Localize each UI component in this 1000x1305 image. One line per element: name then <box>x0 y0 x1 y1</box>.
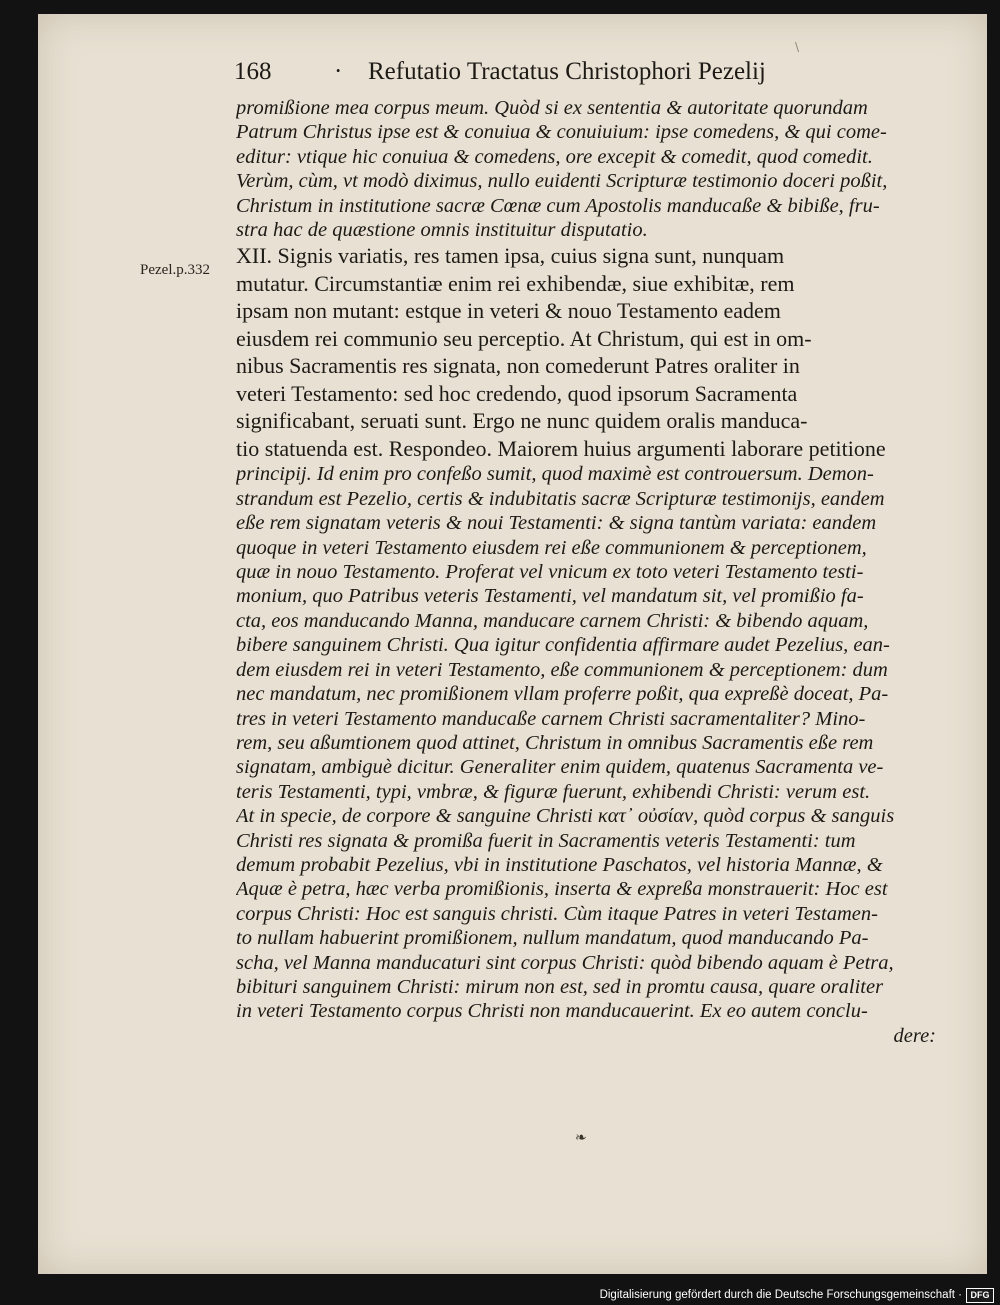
text-line: XII. Signis variatis, res tamen ipsa, cuius signa sunt, nunquam <box>236 243 785 269</box>
text-line: in veteri Testamento corpus Christi non manducauerint. Ex eo autem conclu- <box>236 1000 868 1023</box>
header-separator: · <box>334 58 343 85</box>
text-line: Christi res signata & promißa fuerit in Sacramentis veteris Testamenti: tum <box>236 829 856 852</box>
text-line: corpus Christi: Hoc est sanguis christi. Cùm itaque Patres in veteri Testamen- <box>236 902 878 925</box>
text-line: quæ in nouo Testamento. Proferat vel vnicum ex toto veteri Testamento testi- <box>236 561 864 584</box>
stray-mark: \ <box>795 40 800 54</box>
text-line: Christum in institutione sacræ Cœnæ cum Apostolis manducaße & bibiße, fru- <box>236 194 880 217</box>
running-title: Refutatio Tractatus Christophori Pezelij <box>368 58 766 85</box>
text-line: quoque in veteri Testamento eiusdem rei eße communionem & perceptionem, <box>236 536 867 559</box>
text-line: teris Testamenti, typi, vmbræ, & figuræ fuerunt, exhibendi Christi: verum est. <box>236 780 871 803</box>
page-ornament: ❧ <box>575 1130 587 1146</box>
text-line: tres in veteri Testamento manducaße carnem Christi sacramentaliter? Mino- <box>236 707 866 730</box>
text-line: At in specie, de corpore & sanguine Christi κατ᾽ οὐσίαν, quòd corpus & sanguis <box>236 805 895 828</box>
text-line: bibere sanguinem Christi. Qua igitur confidentia affirmare audet Pezelius, ean- <box>236 634 890 657</box>
text-line: mutatur. Circumstantiæ enim rei exhibendæ, siue exhibitæ, rem <box>236 270 795 296</box>
digitization-footer <box>600 1285 994 1305</box>
text-line: cta, eos manducando Manna, manducare carnem Christi: & bibendo aquam, <box>236 609 869 632</box>
text-line: eße rem signatam veteris & noui Testamenti: & signa tantùm variata: eandem <box>236 512 877 535</box>
text-line: tio statuenda est. Respondeo. Maiorem huius argumenti laborare petitione <box>236 435 886 461</box>
dfg-logo: DFG <box>966 1288 994 1303</box>
text-line: nec mandatum, nec promißionem vllam proferre poßit, qua expreßè doceat, Pa- <box>236 683 889 706</box>
text-line: nibus Sacramentis res signata, non comederunt Patres oraliter in <box>236 353 800 379</box>
text-line: veteri Testamento: sed hoc credendo, quod ipsorum Sacramenta <box>236 380 798 406</box>
text-line: Patrum Christus ipse est & conuiua & conuiuium: ipse comedens, & qui come- <box>236 121 887 144</box>
margin-note: Pezel.p.332 <box>140 262 210 278</box>
text-line: ipsam non mutant: estque in veteri & nouo Testamento eadem <box>236 298 781 324</box>
text-line: stra hac de quæstione omnis instituitur disputatio. <box>236 219 648 242</box>
text-line: signatam, ambiguè dicitur. Generaliter enim quidem, quatenus Sacramenta ve- <box>236 756 884 779</box>
text-line: scha, vel Manna manducaturi sint corpus Christi: quòd bibendo aquam è Petra, <box>236 951 894 974</box>
body-text <box>236 96 936 1048</box>
text-line: dem eiusdem rei in veteri Testamento, eße communionem & perceptionem: dum <box>236 658 888 681</box>
text-line: principij. Id enim pro confeßo sumit, quod maximè est controuersum. Demon- <box>236 463 874 486</box>
text-line: monium, quo Patribus veteris Testamenti, vel mandatum sit, vel promißio fa- <box>236 585 864 608</box>
text-line: to nullam habuerint promißionem, nullum mandatum, quod manducando Pa- <box>236 927 869 950</box>
text-line: Aquæ è petra, hæc verba promißionis, inserta & expreßa monstrauerit: Hoc est <box>236 878 888 901</box>
text-line: demum probabit Pezelius, vbi in institutione Paschatos, vel historia Mannæ, & <box>236 853 883 876</box>
text-line: editur: vtique hic conuiua & comedens, ore excepit & comedit, quod comedit. <box>236 145 873 168</box>
page-number: 168 <box>234 58 272 85</box>
text-line: eiusdem rei communio seu perceptio. At Christum, qui est in om- <box>236 325 812 351</box>
text-line: bibituri sanguinem Christi: mirum non est, sed in promtu causa, quare oraliter <box>236 975 884 998</box>
text-line: significabant, seruati sunt. Ergo ne nunc quidem oralis manduca- <box>236 408 808 434</box>
text-line: strandum est Pezelio, certis & indubitatis sacræ Scripturæ testimonijs, eandem <box>236 487 885 510</box>
text-line: promißione mea corpus meum. Quòd si ex sententia & autoritate quorundam <box>236 97 868 119</box>
running-head <box>234 58 934 86</box>
funding-text: Digitalisierung gefördert durch die Deutsche Forschungsgemeinschaft · <box>599 1289 962 1301</box>
text-line: Verùm, cùm, vt modò diximus, nullo euidenti Scripturæ testimonio doceri poßit, <box>236 170 888 193</box>
text-line: dere: <box>893 1024 936 1047</box>
text-line: rem, seu aßumtionem quod attinet, Christum in omnibus Sacramentis eße rem <box>236 731 874 754</box>
